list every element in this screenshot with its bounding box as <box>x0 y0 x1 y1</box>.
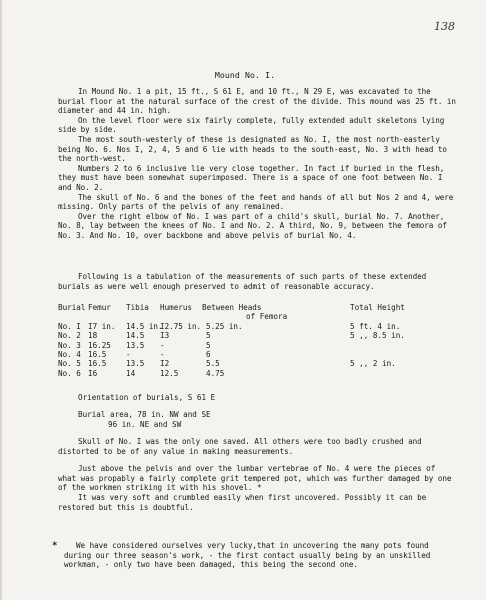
table-row <box>58 350 458 359</box>
table-cell: 14.5 <box>126 331 145 341</box>
table-row <box>58 331 458 340</box>
table-cell: 18 <box>88 331 98 341</box>
body-text <box>58 87 456 241</box>
table-cell: 12.5 <box>160 368 179 378</box>
paragraph: Skull of No. I was the only one saved. All others were too badly crushed and distorted to be of any value in making measurements. <box>58 437 422 456</box>
page-title: Mound No. I. <box>214 70 276 80</box>
paragraph: It was very soft and crumbled easily when first uncovered. Possibly it can be restored but this is doubtful. <box>58 492 427 512</box>
table-cell: 14.5 in. <box>126 321 163 331</box>
table-header: of Femora <box>246 312 288 322</box>
table-cell: 5 ft. 4 in. <box>350 321 401 331</box>
paragraph: Just above the pelvis and over the lumbar vertebrae of No. 4 were the pieces of what was propably a fairly complete grit tempered pot, which was further damaged by one of the workmen striking it with his shovel. * <box>58 464 452 493</box>
table-row <box>58 359 458 368</box>
paragraph: Numbers 2 to 6 inclusive lie very close together. In fact if buried in the flesh, they must have been somewhat superimposed. There is a space of one foot between No. I and No. 2. <box>58 163 445 192</box>
table-cell: No. 4 <box>58 349 81 359</box>
table-row <box>58 322 458 331</box>
footnote-text: We have considered ourselves very lucky,that in uncovering the many pots found during our three season's work, - the first contact usually being by an unskilled workman, - only two have been damaged, this being the second one. <box>64 541 431 570</box>
table-cell: 4.75 <box>206 368 225 378</box>
table-cell: No. 6 <box>58 368 81 378</box>
paragraph: The most south-westerly of these is designated as No. I, the most north-easterly being No. 6. Nos I, 2, 4, 5 and 6 lie with heads to the south-east, No. 3 with head to the north-west. <box>58 134 447 164</box>
table-cell: 13.5 <box>126 340 145 350</box>
table-cell: 16.5 <box>88 359 107 369</box>
table-cell: I2 <box>160 359 170 369</box>
table-cell: 5 ,, 2 in. <box>350 359 396 369</box>
closing-text <box>58 437 456 512</box>
table-cell: I7 in. <box>88 321 116 331</box>
table-cell: - <box>160 349 165 359</box>
table-row <box>58 369 458 378</box>
table-header: Burial <box>58 303 86 312</box>
table-cell: No. 5 <box>58 359 81 369</box>
table-header: Humerus <box>160 303 193 312</box>
page-number: 138 <box>434 20 455 33</box>
table-header: Tibia <box>126 303 149 312</box>
paragraph: On the level floor were six fairly complete, fully extended adult skeletons lying side by side. <box>58 115 445 135</box>
table-cell: - <box>126 349 131 359</box>
burial-area-line-2: 96 in. NE and SW <box>108 420 182 429</box>
table-cell: No. 2 <box>58 331 81 341</box>
table-header-row <box>58 312 458 321</box>
table-cell: 6 <box>206 349 211 359</box>
table-cell: 5 ,, 8.5 in. <box>350 331 405 341</box>
table-cell: 5.5 <box>206 359 220 369</box>
orientation-line: Orientation of burials, S 61 E <box>78 393 216 402</box>
table-cell: 14 <box>126 368 136 378</box>
table-cell: 16.25 <box>88 340 111 350</box>
table-cell: I6 <box>88 368 98 378</box>
table-cell: I2.75 in. <box>160 321 202 331</box>
table-header: Total Height <box>350 303 405 312</box>
paragraph: Following is a tabulation of the measurements of such parts of these extended burials as were well enough preserved to admit of reasonable accuracy. <box>58 272 427 291</box>
measurements-table <box>58 303 458 378</box>
table-header-row <box>58 303 458 312</box>
table-cell: - <box>160 340 165 350</box>
table-cell: I3 <box>160 331 170 341</box>
table-cell: No. I <box>58 321 81 331</box>
table-cell: 5 <box>206 340 211 350</box>
table-header: Between Heads <box>202 303 262 312</box>
burial-area-line: Burial area, 78 in. NW and SE <box>78 410 211 419</box>
paragraph: In Mound No. 1 a pit, 15 ft., S 61 E, and 10 ft., N 29 E, was excavated to the burial floor at the natural surface of the crest of the divide. This mound was 25 ft. in diameter and 44 in. high. <box>58 87 456 116</box>
table-row <box>58 341 458 350</box>
paragraph: Over the right elbow of No. I was part of a child's skull, burial No. 7. Another, No. 8, lay between the knees of No. I and No. 2. A third, No. 9, between the femora of No. 3. And No. 10, over backbone and above pelvis of burial No. 4. <box>58 211 447 240</box>
table-cell: 13.5 <box>126 359 145 369</box>
table-header: Femur <box>88 303 111 312</box>
table-cell: No. 3 <box>58 340 81 350</box>
table-intro <box>58 272 456 291</box>
paragraph: The skull of No. 6 and the bones of the feet and hands of all but Nos 2 and 4, were missing. Only parts of the pelvis of any remained. <box>58 192 454 212</box>
footnote <box>64 541 458 570</box>
table-cell: 16.5 <box>88 349 107 359</box>
table-cell: 5 <box>206 331 211 341</box>
footnote-mark: * <box>52 541 58 551</box>
table-cell: 5.25 in. <box>206 321 243 331</box>
